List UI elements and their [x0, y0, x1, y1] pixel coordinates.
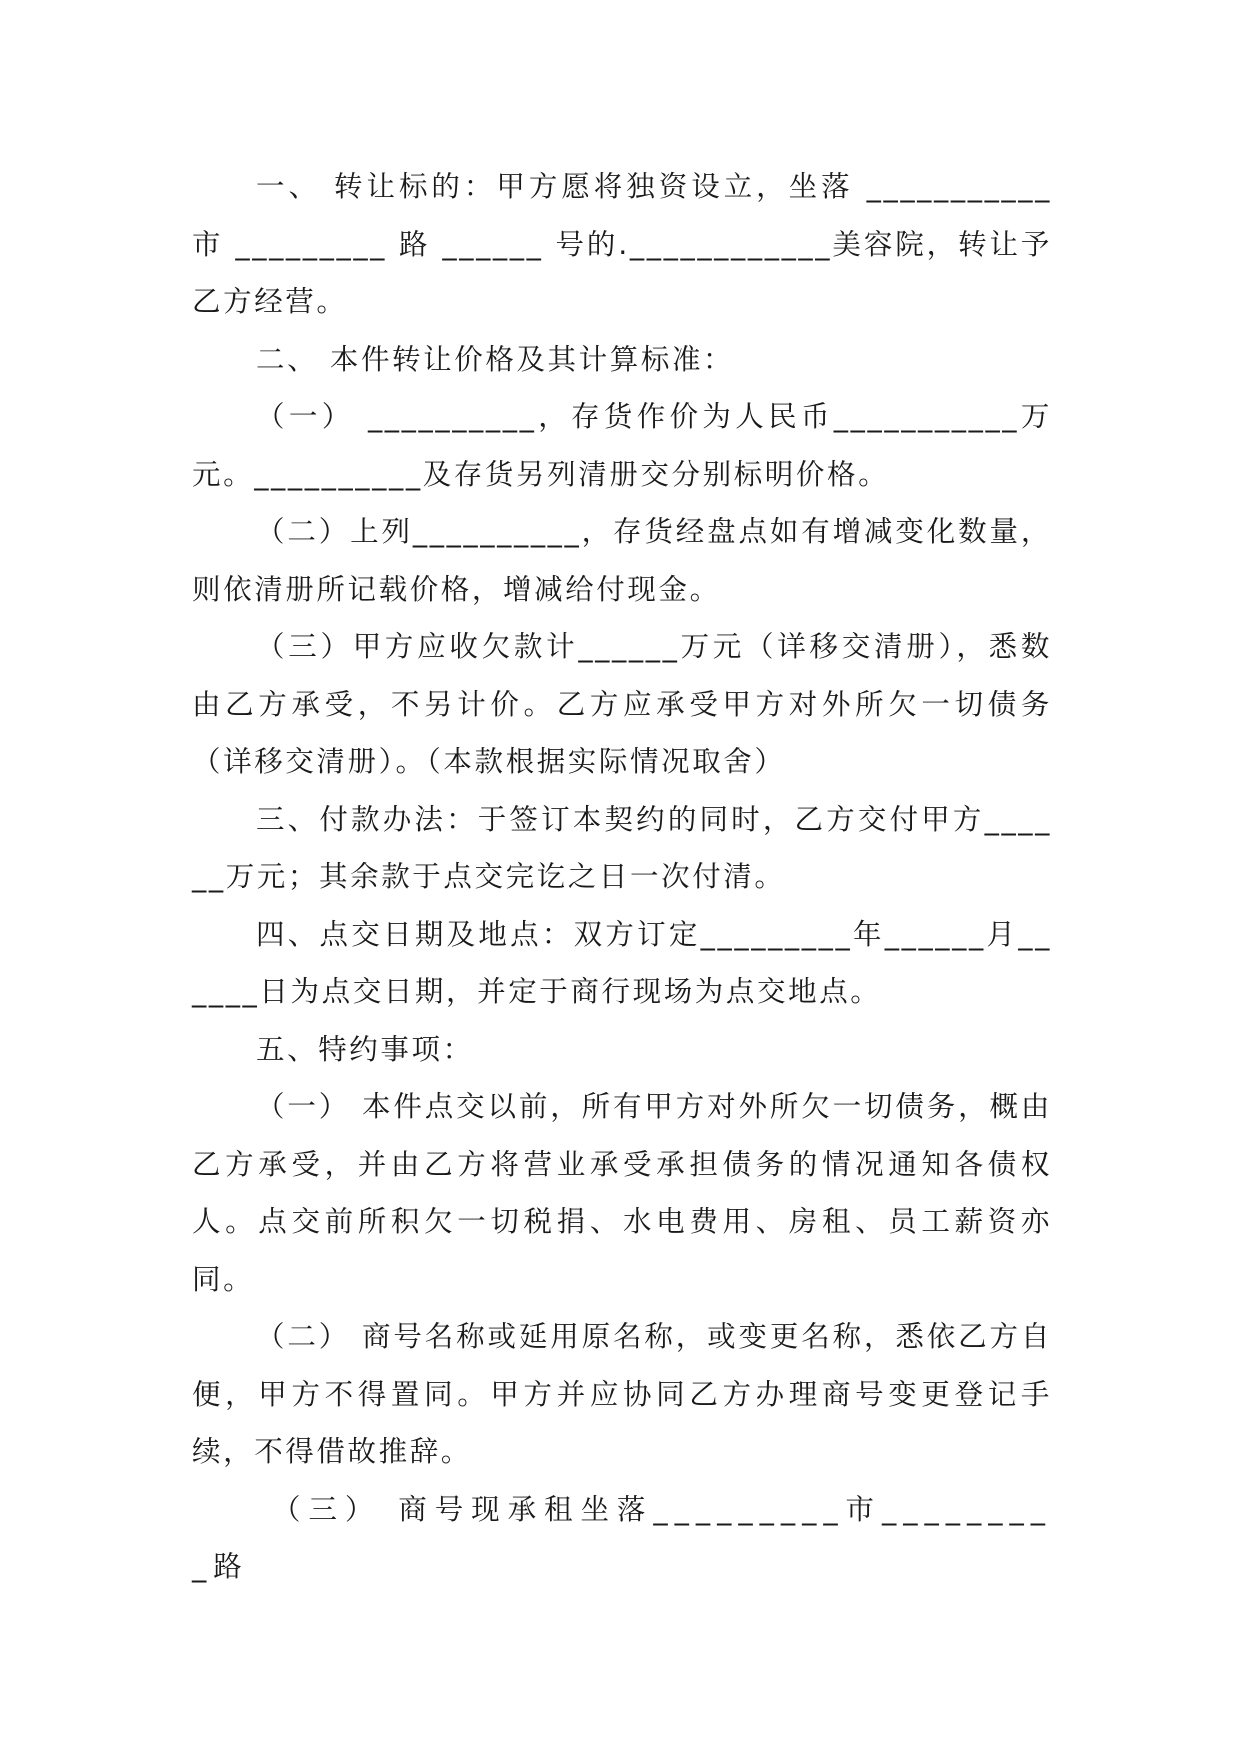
document-page [192, 158, 1052, 1596]
clause-5-item-2: （二） 商号名称或延用原名称，或变更名称，悉依乙方自便，甲方不得置同。甲方并应协同乙方办理商号变更登记手续，不得借故推辞。 [192, 1320, 1052, 1468]
clause-3-payment: 三、付款办法：于签订本契约的同时，乙方交付甲方______万元；其余款于点交完讫之日一次付清。 [192, 802, 1052, 893]
clause-4-handover-date: 四、点交日期及地点：双方订定_________年______月______日为点交日期，并定于商行现场为点交地点。 [192, 917, 1052, 1008]
clause-2-item-1: （一） __________，存货作价为人民币___________万元。__________及存货另列清册交分别标明价格。 [192, 400, 1052, 491]
clause-2-item-2: （二）上列__________，存货经盘点如有增减变化数量，则依清册所记载价格，增减给付现金。 [192, 515, 1052, 606]
clause-2-price-heading: 二、 本件转让价格及其计算标准： [256, 342, 735, 376]
clause-5-special-heading: 五、特约事项： [256, 1032, 474, 1066]
clause-5-item-1: （一） 本件点交以前，所有甲方对外所欠一切债务，概由乙方承受，并由乙方将营业承受承担债务的情况通知各债权人。点交前所积欠一切税捐、水电费用、房租、员工薪资亦同。 [192, 1090, 1052, 1296]
clause-5-item-3: （三） 商号现承租坐落_________市_________路 [192, 1492, 1052, 1583]
clause-2-item-3: （三）甲方应收欠款计______万元（详移交清册），悉数由乙方承受，不另计价。乙方应承受甲方对外所欠一切债务（详移交清册）。（本款根据实际情况取舍） [192, 630, 1052, 778]
clause-1-transfer-subject: 一、 转让标的：甲方愿将独资设立，坐落 ___________市 _________ 路 ______ 号的.____________美容院，转让予乙方经营。 [192, 170, 1052, 318]
